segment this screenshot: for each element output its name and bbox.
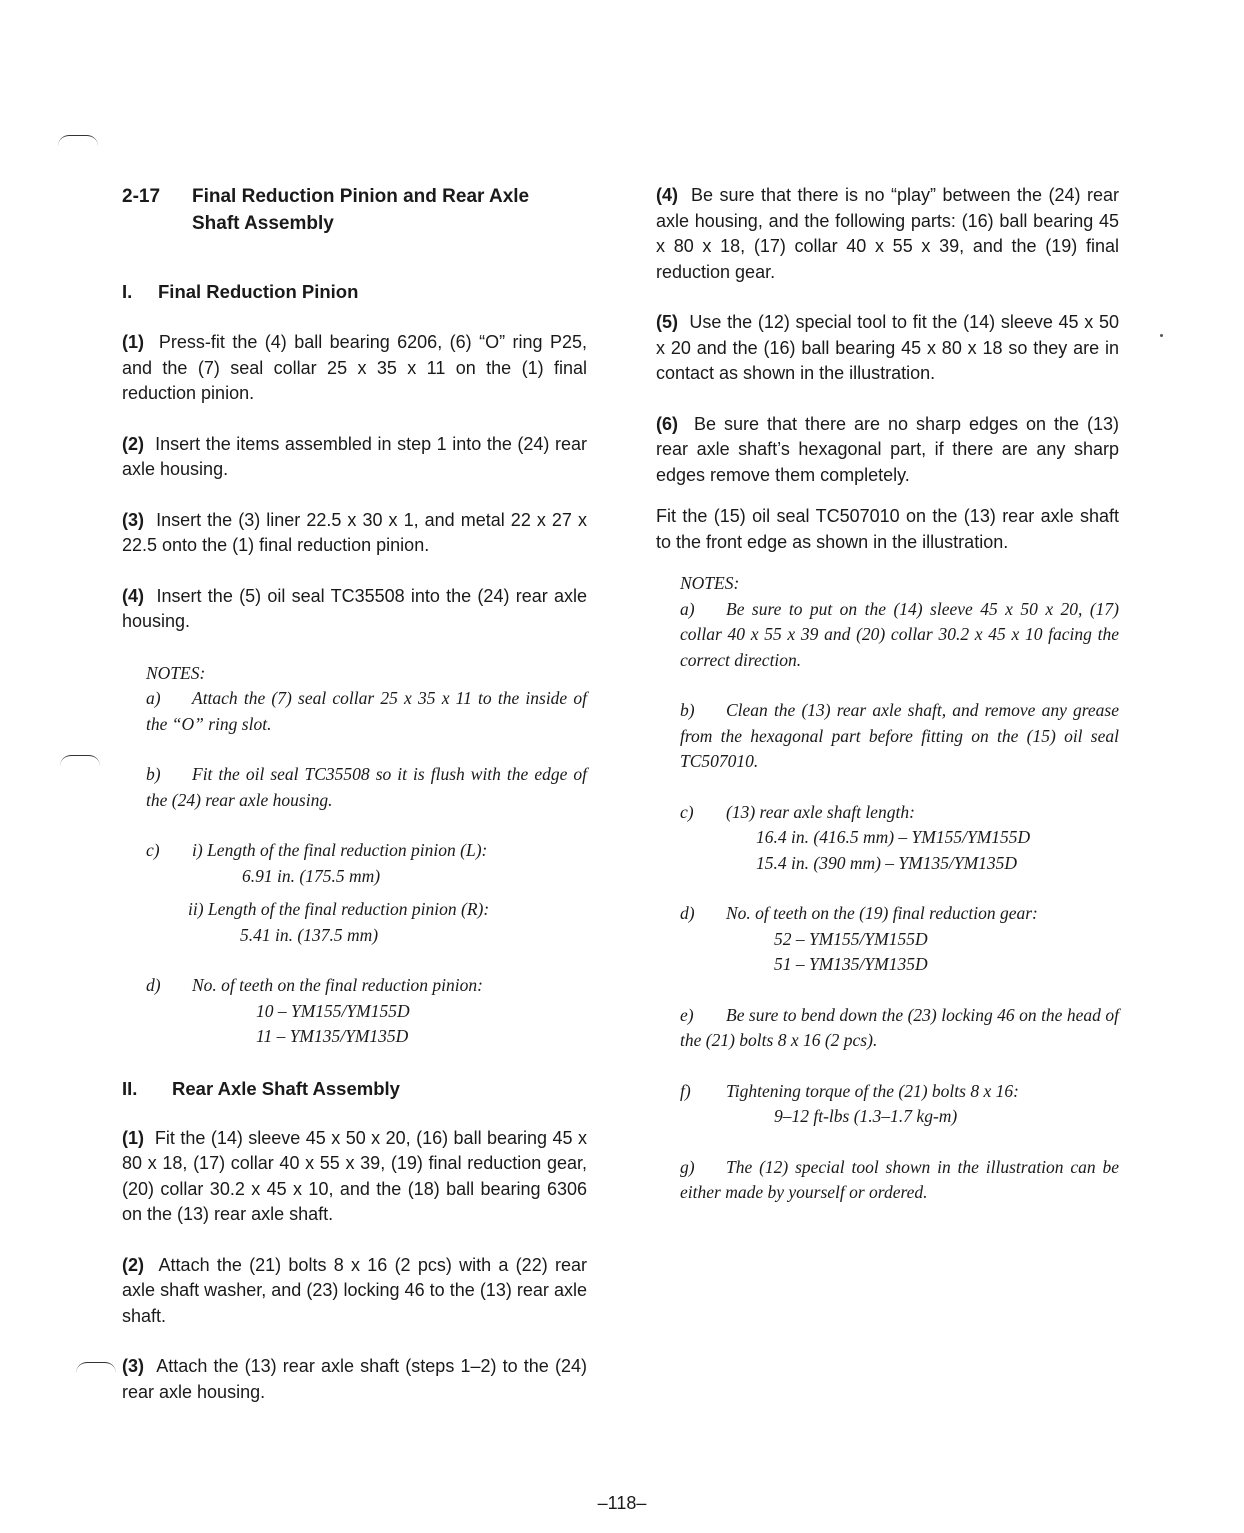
part2-step-3: (3) Attach the (13) rear axle shaft (steps 1–2) to the (24) rear axle housing. (122, 1356, 587, 1402)
part1-note-d: d) No. of teeth on the final reduction pinion: (146, 975, 483, 995)
part1-note-b: b) Fit the oil seal TC35508 so it is flush with the edge of the (24) rear axle housing. (146, 764, 587, 810)
part1-heading: I. Final Reduction Pinion (122, 281, 359, 302)
notes-label: NOTES: (680, 573, 740, 593)
step-number: (1) (122, 332, 159, 352)
step-number: (5) (656, 312, 690, 332)
part1-note-c-ii: ii) Length of the final reduction pinion (R): (188, 899, 490, 919)
part2-note-f-value: 9–12 ft-lbs (1.3–1.7 kg-m) (774, 1106, 958, 1126)
part2-note-c-value-1: 16.4 in. (416.5 mm) – YM155/YM155D (756, 827, 1031, 847)
step-number: (3) (122, 1356, 157, 1376)
part1-note-a: a) Attach the (7) seal collar 25 x 35 x 11 to the inside of the “O” ring slot. (146, 688, 587, 734)
part2-note-d-value-1: 52 – YM155/YM155D (774, 928, 928, 949)
part2-note-a: a) Be sure to put on the (14) sleeve 45 x 50 x 20, (17) collar 40 x 55 x 39 and (20) collar 30.2 x 45 x 10 facing the correct direction. (680, 598, 1119, 670)
section-title-line2: Shaft Assembly (192, 213, 334, 234)
section-title-line1: Final Reduction Pinion and Rear Axle (192, 186, 530, 207)
right-column (656, 183, 1119, 1206)
step-number: (2) (122, 1254, 159, 1275)
part2-note-c-value-2: 15.4 in. (390 mm) – YM135/YM135D (756, 852, 1018, 873)
margin-mark (60, 755, 100, 766)
part2-note-f: f) Tightening torque of the (21) bolts 8 x 16: (680, 1080, 1019, 1101)
step-number: (6) (656, 413, 694, 434)
part1-step-3: (3) Insert the (3) liner 22.5 x 30 x 1, and metal 22 x 27 x 22.5 onto the (1) final reduction pinion. (122, 509, 587, 555)
scan-speck (1160, 334, 1163, 337)
part1-note-c: c) i) Length of the final reduction pinion (L): (146, 840, 488, 860)
left-column (122, 183, 587, 1405)
part2-note-g: g) The (12) special tool shown in the illustration can be either made by yourself or ordered. (680, 1156, 1119, 1202)
part2-step-1: (1) Fit the (14) sleeve 45 x 50 x 20, (16) ball bearing 45 x 80 x 18, (17) collar 40 x 55 x 39, (19) final reduction gear, (20) collar 30.2 x 45 x 10, and the (18) ball bearing 6306 on the (13) rear axle shaft. (122, 1127, 587, 1224)
part1-note-d-value-2: 11 – YM135/YM135D (256, 1026, 409, 1046)
part2-step-4: (4) Be sure that there is no “play” between the (24) rear axle housing, and the following parts: (16) ball bearing 45 x 80 x 18, (17) collar 40 x 55 x 39, and the (19) final reduction gear. (656, 185, 1119, 282)
part1-notes (146, 661, 587, 1050)
part1-note-c-i-value: 6.91 in. (175.5 mm) (242, 865, 381, 886)
step-number: (4) (122, 585, 157, 606)
part2-notes (680, 571, 1119, 1206)
page-number: –118– (597, 1493, 647, 1513)
part2-step-6-fit: Fit the (15) oil seal TC507010 on the (13) rear axle shaft to the front edge as shown in the illustration. (656, 506, 1119, 552)
step-number: (4) (656, 185, 691, 205)
part2-heading: II. Rear Axle Shaft Assembly (122, 1077, 400, 1099)
part1-step-2: (2) Insert the items assembled in step 1 into the (24) rear axle housing. (122, 433, 587, 479)
part2-note-b: b) Clean the (13) rear axle shaft, and remove any grease from the hexagonal part before fitting on the (15) oil seal TC507010. (680, 700, 1119, 771)
section-heading (122, 183, 587, 237)
part2-note-d-value-2: 51 – YM135/YM135D (774, 954, 928, 974)
step-number: (2) (122, 433, 156, 454)
part2-step-6: (6) Be sure that there are no sharp edges on the (13) rear axle shaft’s hexagonal part, if there are any sharp edges remove them completely. (656, 413, 1119, 485)
part1-note-d-value-1: 10 – YM155/YM155D (256, 1000, 410, 1021)
notes-label: NOTES: (146, 662, 206, 683)
margin-mark (76, 1362, 116, 1373)
part2-note-d: d) No. of teeth on the (19) final reduction gear: (680, 903, 1038, 923)
part2-note-e: e) Be sure to bend down the (23) locking 46 on the head of the (21) bolts 8 x 16 (2 pcs). (680, 1004, 1119, 1050)
step-number: (1) (122, 1127, 155, 1148)
part2-step-2: (2) Attach the (21) bolts 8 x 16 (2 pcs) with a (22) rear axle shaft washer, and (23) locking 46 to the (13) rear axle shaft. (122, 1254, 587, 1326)
part2-step-5: (5) Use the (12) special tool to fit the (14) sleeve 45 x 50 x 20 and the (16) ball bearing 45 x 80 x 18 so they are in contact as shown in the illustration. (656, 312, 1119, 383)
section-number: 2-17 (122, 186, 161, 207)
step-number: (3) (122, 509, 157, 530)
margin-mark (58, 135, 98, 146)
part1-step-1: (1) Press-fit the (4) ball bearing 6206, (6) “O” ring P25, and the (7) seal collar 25 x 35 x 11 on the (1) final reduction pinion. (122, 332, 587, 403)
part2-note-c: c) (13) rear axle shaft length: (680, 801, 915, 822)
part1-note-c-ii-value: 5.41 in. (137.5 mm) (240, 924, 379, 945)
part1-step-4: (4) Insert the (5) oil seal TC35508 into the (24) rear axle housing. (122, 585, 587, 631)
